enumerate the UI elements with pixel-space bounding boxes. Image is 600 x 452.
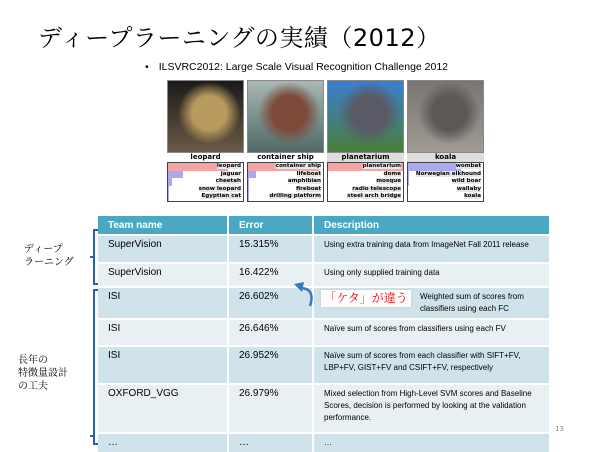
prediction-row bbox=[408, 193, 483, 201]
label-line: ラーニング bbox=[24, 257, 74, 268]
cell-team: ISI bbox=[98, 287, 228, 319]
image-card bbox=[407, 80, 484, 202]
prediction-name: lifeboat bbox=[296, 170, 321, 177]
prediction-name: Egyptian cat bbox=[201, 193, 241, 200]
prediction-bar bbox=[408, 163, 461, 171]
cell-team: ISI bbox=[98, 319, 228, 346]
image-card bbox=[327, 80, 404, 202]
table-row bbox=[98, 319, 550, 346]
image-card bbox=[247, 80, 324, 202]
table-row bbox=[98, 346, 550, 384]
results-table bbox=[98, 216, 551, 452]
cell-team: ISI bbox=[98, 346, 228, 384]
bullet-text: ILSVRC2012: Large Scale Visual Recognition Challenge 2012 bbox=[158, 61, 449, 73]
prediction-list bbox=[167, 162, 244, 202]
table-row bbox=[98, 235, 550, 263]
prediction-row bbox=[168, 178, 243, 186]
cell-error: 26.979% bbox=[228, 384, 313, 433]
prediction-bar bbox=[168, 178, 172, 186]
table-row bbox=[98, 433, 550, 452]
page-number: 13 bbox=[555, 425, 564, 433]
cell-description: Using only supplied training data bbox=[313, 263, 550, 287]
prediction-bar bbox=[248, 171, 256, 179]
prediction-row bbox=[328, 163, 403, 171]
prediction-name: leopard bbox=[216, 163, 241, 169]
prediction-name: dome bbox=[383, 170, 401, 177]
prediction-name: drilling platform bbox=[269, 193, 321, 200]
prediction-name: fireboat bbox=[296, 185, 321, 192]
prediction-name: wombat bbox=[455, 163, 481, 169]
prediction-name: amphibian bbox=[287, 178, 321, 185]
prediction-list bbox=[247, 162, 324, 202]
prediction-list bbox=[407, 162, 484, 202]
callout-label: 「ケタ」が違う bbox=[321, 290, 411, 307]
prediction-bar bbox=[408, 178, 409, 186]
cell-error: 26.952% bbox=[228, 346, 313, 384]
header-team: Team name bbox=[98, 216, 228, 235]
prediction-name: steel arch bridge bbox=[347, 193, 401, 200]
prediction-bar bbox=[168, 171, 183, 179]
prediction-name: planetarium bbox=[362, 163, 401, 169]
label-line: ディープ bbox=[24, 244, 63, 255]
prediction-row bbox=[168, 193, 243, 201]
image-label: koala bbox=[407, 153, 484, 162]
photo-container-ship bbox=[247, 80, 324, 153]
label-line: 特徴量設計 bbox=[18, 368, 68, 379]
label-line: の工夫 bbox=[18, 381, 48, 392]
prediction-bar bbox=[408, 171, 409, 179]
header-description: Description bbox=[313, 216, 550, 235]
prediction-name: wallaby bbox=[456, 185, 481, 192]
cell-description: Naïve sum of scores from classifiers using each FV bbox=[313, 319, 550, 346]
prediction-name: wild boar bbox=[451, 178, 481, 185]
cell-description: Mixed selection from High-Level SVM scores and Baseline Scores, decision is performed by looking at the validation performance. bbox=[313, 384, 550, 433]
photo-koala bbox=[407, 80, 484, 153]
photo-leopard bbox=[167, 80, 244, 153]
cell-description: … bbox=[313, 433, 550, 452]
label-line: 長年の bbox=[18, 355, 48, 366]
prediction-name: jaguar bbox=[220, 170, 241, 177]
cell-description: Naïve sum of scores from each classifier with SIFT+FV, LBP+FV, GIST+FV and CSIFT+FV, respectively bbox=[313, 346, 550, 384]
cell-team: OXFORD_VGG bbox=[98, 384, 228, 433]
image-label: container ship bbox=[257, 153, 314, 161]
prediction-row bbox=[168, 163, 243, 171]
image-label: planetarium bbox=[327, 153, 404, 162]
prediction-row bbox=[248, 163, 323, 171]
prediction-list bbox=[327, 162, 404, 202]
prediction-row bbox=[328, 193, 403, 201]
handcrafted-label bbox=[18, 354, 68, 393]
prediction-name: snow leopard bbox=[198, 185, 241, 192]
prediction-bar bbox=[168, 193, 169, 201]
cell-team: SuperVision bbox=[98, 263, 228, 287]
table-row bbox=[98, 384, 550, 433]
deep-learning-label bbox=[24, 243, 74, 269]
image-card bbox=[167, 80, 244, 202]
cell-description: Using extra training data from ImageNet Fall 2011 release bbox=[313, 235, 550, 263]
prediction-bar bbox=[168, 186, 169, 194]
cell-error: 26.602% bbox=[228, 287, 313, 319]
cell-team: SuperVision bbox=[98, 235, 228, 263]
header-error: Error bbox=[228, 216, 313, 235]
prediction-row bbox=[328, 178, 403, 186]
prediction-row bbox=[408, 178, 483, 186]
cell-description: Weighted sum of scores from classifiers using each FC bbox=[313, 287, 550, 319]
prediction-name: radio telescope bbox=[352, 185, 401, 192]
slide-title: ディープラーニングの実績（2012） bbox=[38, 24, 441, 52]
image-label: leopard bbox=[190, 153, 221, 161]
prediction-name: koala bbox=[464, 193, 481, 200]
bullet-item: • ILSVRC2012: Large Scale Visual Recognition Challenge 2012 bbox=[145, 61, 449, 73]
photo-planetarium bbox=[327, 80, 404, 153]
prediction-bar bbox=[248, 186, 249, 194]
prediction-row bbox=[248, 193, 323, 201]
prediction-bar bbox=[248, 178, 249, 186]
cell-error: 15.315% bbox=[228, 235, 313, 263]
prediction-row bbox=[408, 163, 483, 171]
cell-error: 16.422% bbox=[228, 263, 313, 287]
cell-team: … bbox=[98, 433, 228, 452]
example-images bbox=[167, 80, 484, 202]
cell-error: … bbox=[228, 433, 313, 452]
prediction-bar bbox=[248, 193, 249, 201]
prediction-name: container ship bbox=[275, 163, 321, 169]
cell-error: 26.646% bbox=[228, 319, 313, 346]
prediction-name: cheetah bbox=[215, 178, 241, 185]
prediction-row bbox=[248, 178, 323, 186]
prediction-name: Norwegian elkhound bbox=[415, 170, 481, 177]
prediction-name: mosque bbox=[376, 178, 401, 185]
